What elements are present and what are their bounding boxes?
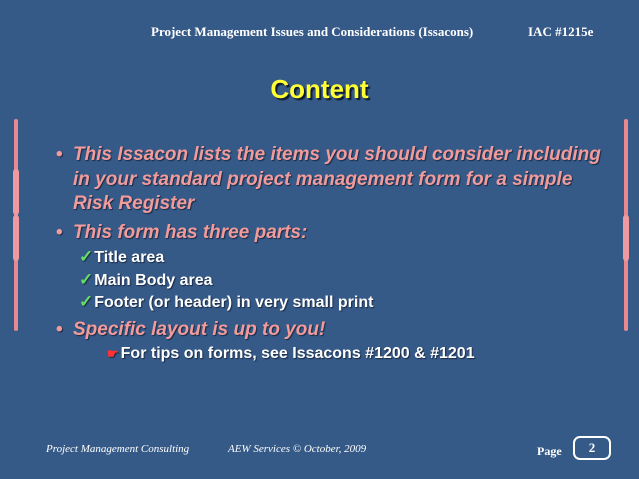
bullet-text: This Issacon lists the items you should consider including in your standard project management form for a simple Risk Register	[73, 144, 601, 214]
checkmark-icon: ✓	[79, 247, 94, 266]
page-number-box: 2	[573, 436, 611, 460]
left-accent-knob	[13, 169, 19, 215]
bullet-text: This form has three parts:	[73, 221, 308, 243]
page-label: Page	[537, 444, 562, 458]
sub-list	[79, 246, 614, 314]
bullet-text: Specific layout is up to you!	[73, 318, 326, 340]
bullet-marker: •	[56, 144, 63, 165]
sub-item-text: Title area	[94, 249, 165, 266]
left-accent-bar	[14, 119, 18, 331]
footer-copyright: AEW Services © October, 2009	[228, 443, 367, 455]
header-title: Project Management Issues and Considerations (Issacons)	[151, 24, 474, 39]
tip-text: For tips on forms, see Issacons #1200 & #1201	[120, 345, 475, 362]
bullet-marker: •	[56, 318, 63, 340]
left-accent-knob	[13, 215, 19, 261]
bullet-marker: •	[56, 221, 63, 243]
bullet-item	[54, 318, 614, 343]
right-accent-bar	[624, 119, 628, 331]
pointing-hand-icon: ☛	[107, 346, 119, 361]
header-code: IAC #1215e	[528, 24, 594, 39]
sub-item-text: Footer (or header) in very small print	[94, 294, 374, 311]
bullet-item	[54, 221, 614, 246]
sub-item	[79, 291, 614, 314]
footer-company: Project Management Consulting	[46, 443, 190, 455]
slide-title: Content	[270, 74, 369, 104]
checkmark-icon: ✓	[79, 292, 94, 311]
right-accent-knob	[623, 215, 629, 261]
checkmark-icon: ✓	[79, 269, 94, 289]
slide-content	[54, 143, 614, 364]
sub-item	[79, 269, 614, 292]
tip-item	[107, 343, 614, 364]
sub-item	[79, 246, 614, 269]
sub-item-text: Main Body area	[94, 271, 213, 289]
bullet-item	[54, 143, 614, 217]
